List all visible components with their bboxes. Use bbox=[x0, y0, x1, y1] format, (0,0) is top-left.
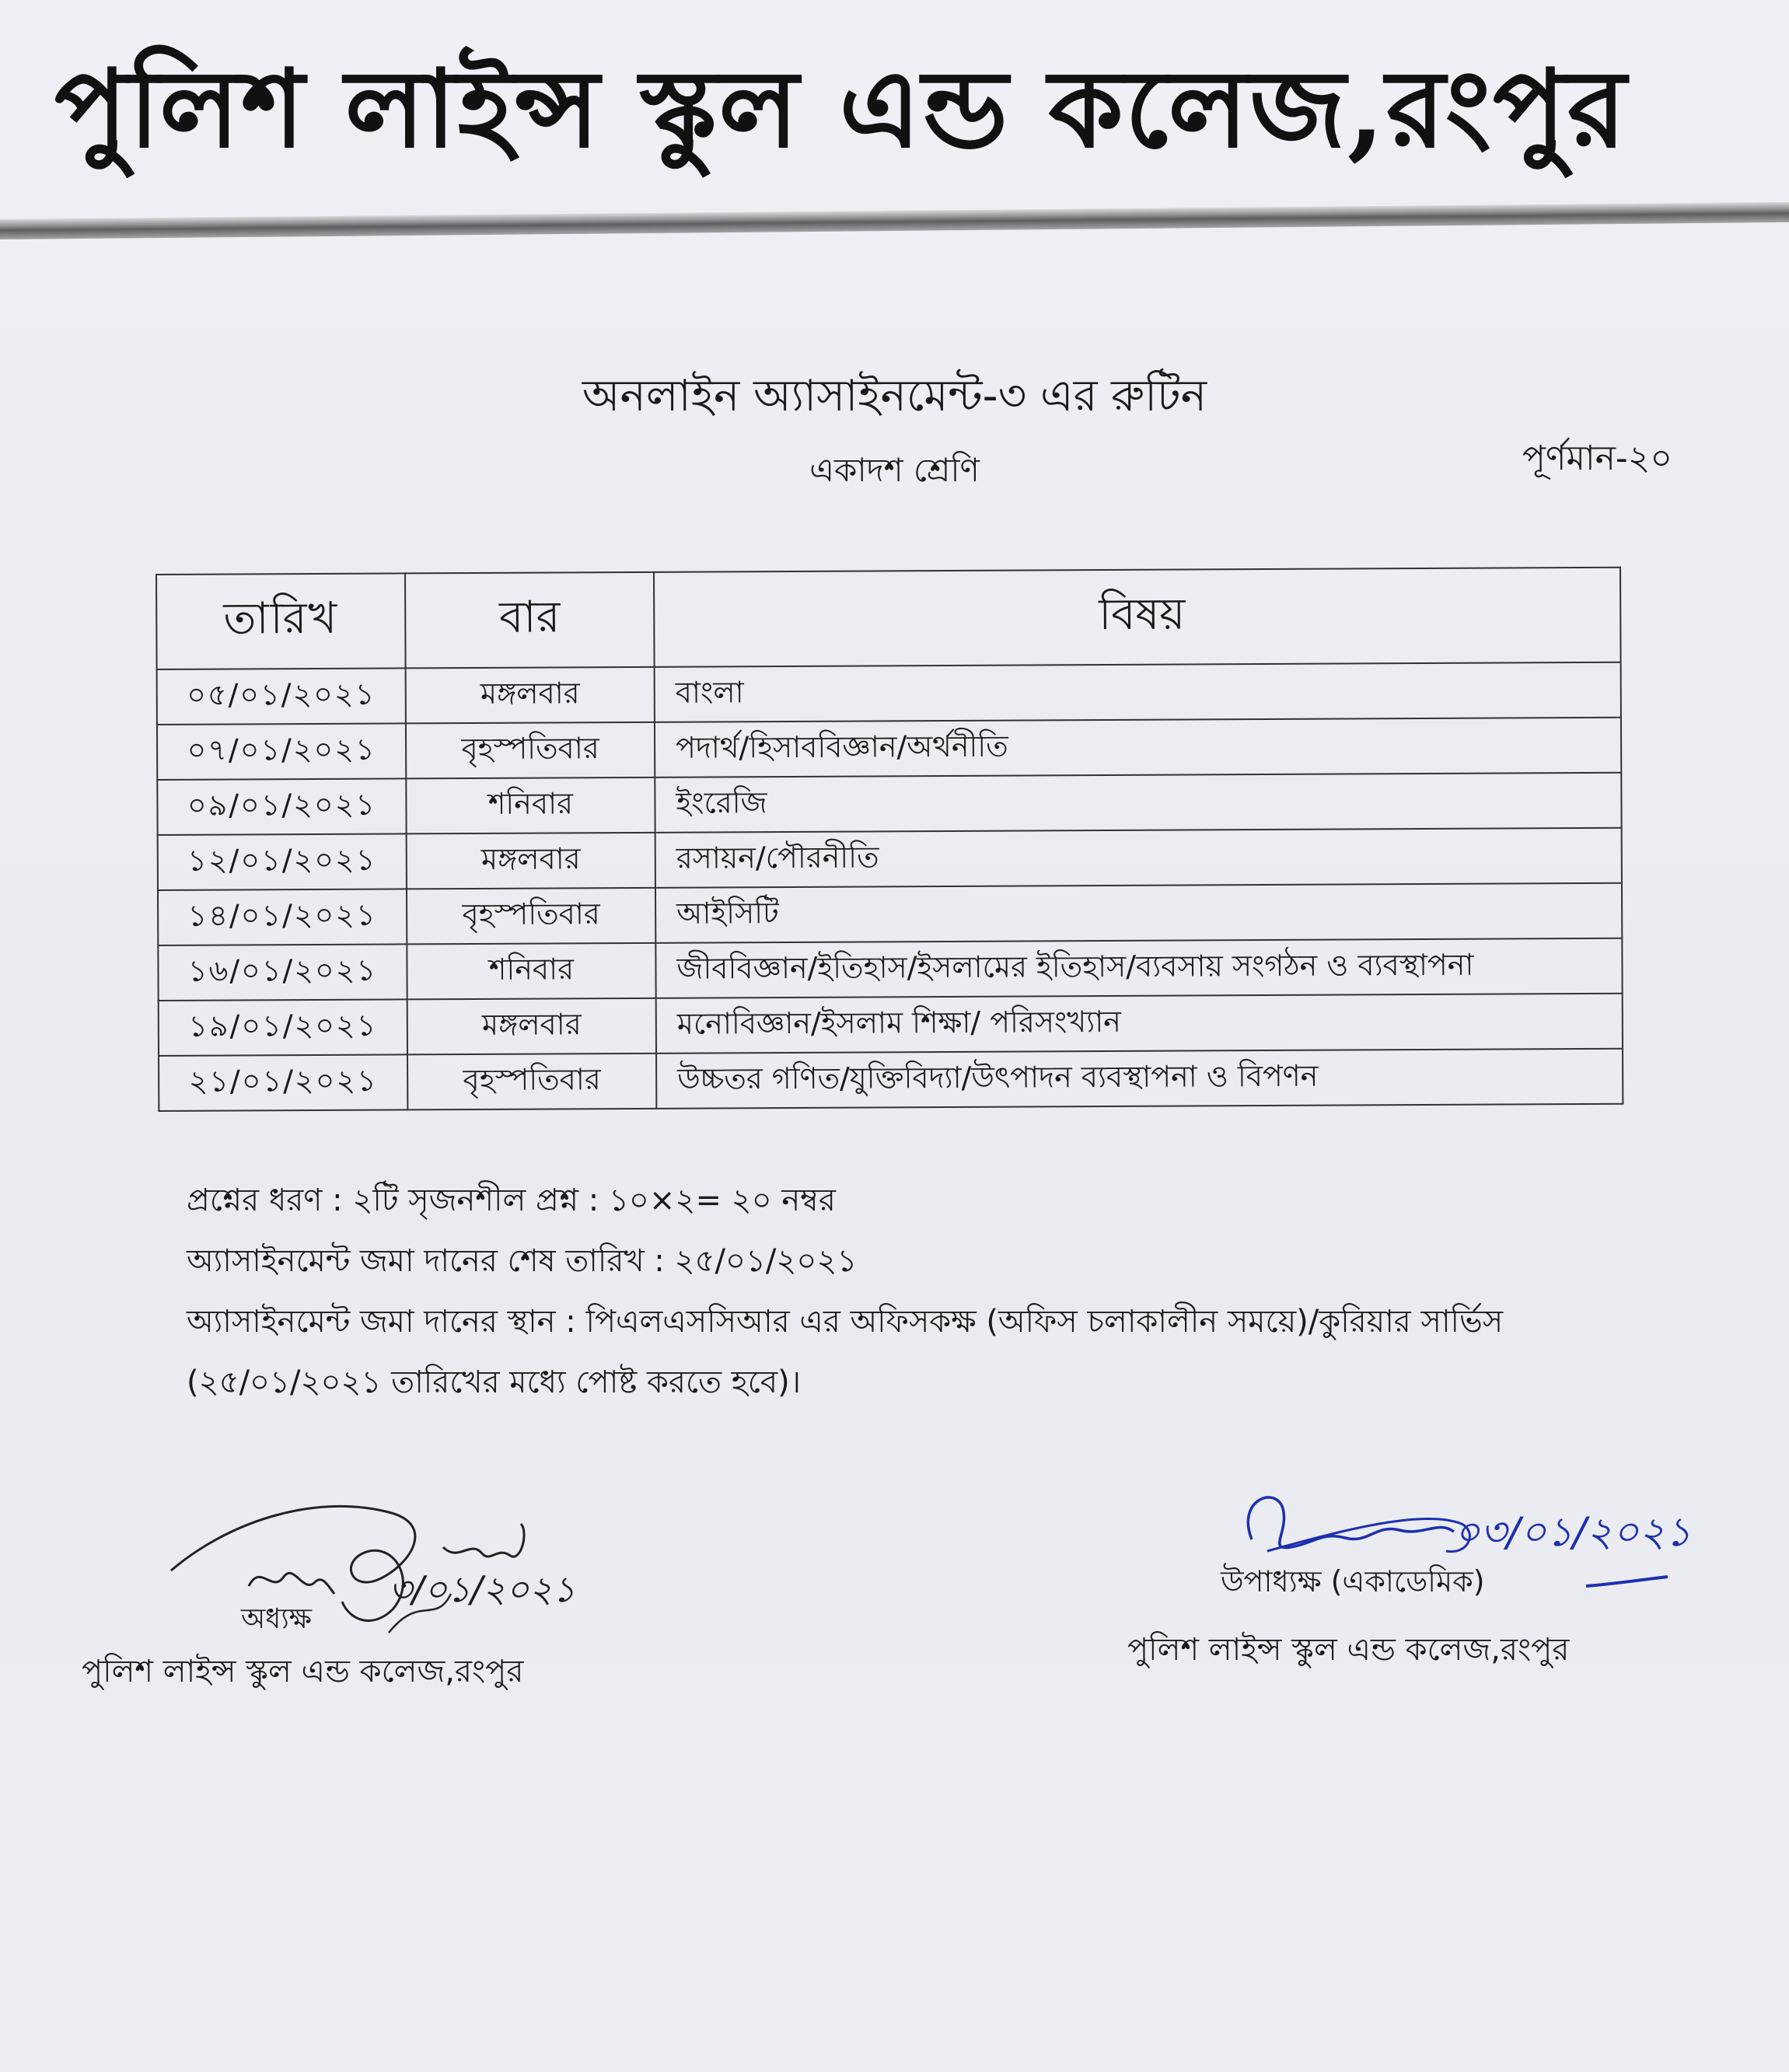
table-row bbox=[158, 828, 1622, 890]
row-day: মঙ্গলবার bbox=[407, 998, 656, 1055]
row-date: ১৯/০১/২০২১ bbox=[159, 999, 407, 1056]
row-date: ১২/০১/২০২১ bbox=[158, 833, 407, 890]
table-row bbox=[158, 938, 1622, 1001]
table-header-row bbox=[156, 568, 1621, 669]
vice-principal-institution: পুলিশ লাইন্স স্কুল এন্ড কলেজ,রংপুর bbox=[1127, 1632, 1570, 1668]
row-date: ২১/০১/২০২১ bbox=[159, 1054, 407, 1111]
principal-title: অধ্যক্ষ bbox=[241, 1603, 312, 1635]
header-day: বার bbox=[405, 572, 655, 669]
row-day: বৃহস্পতিবার bbox=[406, 722, 655, 779]
row-date: ০৫/০১/২০২১ bbox=[157, 668, 406, 725]
row-day: শনিবার bbox=[406, 777, 655, 834]
row-day: বৃহস্পতিবার bbox=[407, 888, 655, 945]
row-day: মঙ্গলবার bbox=[406, 667, 655, 724]
instructions bbox=[187, 1170, 1664, 1413]
principal-institution: পুলিশ লাইন্স স্কুল এন্ড কলেজ,রংপুর bbox=[82, 1654, 524, 1689]
row-day: মঙ্গলবার bbox=[407, 833, 655, 889]
row-subject: বাংলা bbox=[655, 662, 1621, 722]
row-date: ১৬/০১/২০২১ bbox=[158, 944, 407, 1001]
row-subject: জীববিজ্ঞান/ইতিহাস/ইসলামের ইতিহাস/ব্যবসায় সংগঠন ও ব্যবস্থাপনা bbox=[655, 938, 1622, 998]
row-subject: আইসিটি bbox=[655, 883, 1622, 943]
deadline-note: অ্যাসাইনমেন্ট জমা দানের শেষ তারিখ : ২৫/০১/২০২১ bbox=[187, 1243, 858, 1279]
full-marks: পূর্ণমান-২০ bbox=[1522, 439, 1672, 478]
row-date: ১৪/০১/২০২১ bbox=[158, 889, 407, 945]
table-row bbox=[159, 1049, 1623, 1111]
row-date: ০৭/০১/২০২১ bbox=[157, 723, 406, 780]
header-date: তারিখ bbox=[156, 573, 406, 669]
institution-letterhead: পুলিশ লাইন্স স্কুল এন্ড কলেজ,রংপুর bbox=[54, 45, 1628, 172]
submission-place-note-cont: (২৫/০১/২০২১ তারিখের মধ্যে পোষ্ট করতে হবে)। bbox=[187, 1364, 802, 1400]
table-row bbox=[158, 883, 1622, 945]
vice-principal-title: উপাধ্যক্ষ (একাডেমিক) bbox=[1221, 1564, 1485, 1599]
principal-signature-date: ৩/০১/২০২১ bbox=[389, 1568, 576, 1610]
question-type-note: প্রশ্নের ধরণ : ২টি সৃজনশীল প্রশ্ন : ১০×২= ২০ নম্বর bbox=[187, 1183, 836, 1218]
row-subject: ইংরেজি bbox=[655, 773, 1621, 833]
row-subject: রসায়ন/পৌরনীতি bbox=[655, 828, 1622, 888]
letterhead-rule bbox=[0, 202, 1789, 239]
row-day: শনিবার bbox=[407, 943, 655, 1000]
document-title: অনলাইন অ্যাসাইনমেন্ট-৩ এর রুটিন bbox=[582, 371, 1207, 421]
table-row bbox=[159, 994, 1623, 1056]
row-subject: পদার্থ/হিসাববিজ্ঞান/অর্থনীতি bbox=[655, 718, 1621, 777]
table-row bbox=[157, 718, 1621, 780]
routine-table bbox=[155, 567, 1623, 1112]
row-subject: উচ্চতর গণিত/যুক্তিবিদ্যা/উৎপাদন ব্যবস্থাপনা ও বিপণন bbox=[656, 1049, 1623, 1109]
submission-place-note: অ্যাসাইনমেন্ট জমা দানের স্থান : পিএলএসসিআর এর অফিসকক্ষ (অফিস চলাকালীন সময়ে)/কুরিয়ার সার্ভিস bbox=[187, 1304, 1504, 1340]
table-row bbox=[157, 773, 1621, 835]
table-row bbox=[157, 662, 1621, 725]
row-subject: মনোবিজ্ঞান/ইসলাম শিক্ষা/ পরিসংখ্যান bbox=[656, 994, 1623, 1053]
vice-principal-signature-date: ০৩/০১/২০২১ bbox=[1454, 1509, 1692, 1556]
row-day: বৃহস্পতিবার bbox=[407, 1053, 656, 1110]
header-subject: বিষয় bbox=[654, 568, 1621, 667]
class-name: একাদশ শ্রেণি bbox=[809, 451, 980, 489]
row-date: ০৯/০১/২০২১ bbox=[157, 778, 406, 835]
